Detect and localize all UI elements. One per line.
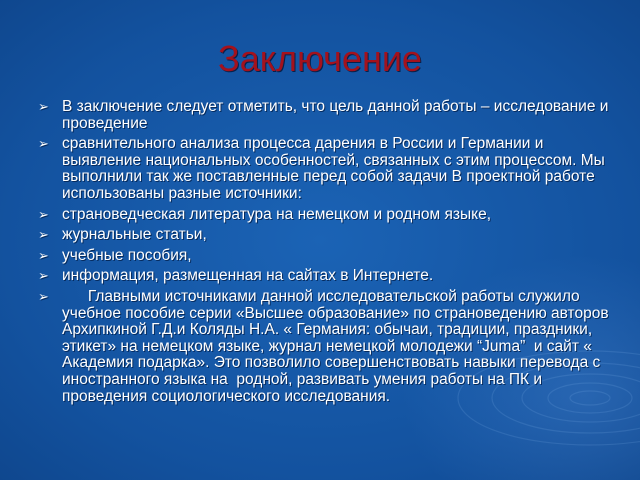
bullet-item bbox=[38, 248, 610, 265]
arrowhead-bullet-icon: ➢ bbox=[38, 206, 49, 222]
bullet-item bbox=[38, 136, 610, 202]
arrowhead-bullet-icon: ➢ bbox=[38, 268, 49, 284]
bullet-text: Главными источниками данной исследовательской работы служило учебное пособие серии «Высшее образование» по страноведению авторов Архипкиной Г.Д.и Коляды Н.А. « Германия: обычаи, традиции, праздники, этикет» на немецком языке, журнал немецкой молодежи “Juma” и сайт « Академия подарка». Это позволило совершенствовать навыки перевода с иностранного языка на родной, развивать умения работы на ПК и проведения социологического исследования. bbox=[62, 287, 613, 405]
bullet-item bbox=[38, 287, 613, 405]
bullet-text: учебные пособия, bbox=[62, 246, 192, 264]
bullet-text: сравнительного анализа процесса дарения в России и Германии и выявление национальных особенностей, связанных с этим процессом. Мы выполнили так же поставленные перед собой задачи В проектной работе использованы разные источники: bbox=[62, 135, 605, 202]
bullet-text: страноведческая литература на немецком и родном языке, bbox=[62, 205, 492, 223]
arrowhead-bullet-icon: ➢ bbox=[38, 227, 49, 243]
arrowhead-bullet-icon: ➢ bbox=[38, 288, 49, 304]
slide-title: Заключение bbox=[218, 38, 422, 79]
bullet-item bbox=[38, 227, 610, 244]
bullet-list bbox=[38, 98, 613, 409]
bullet-item bbox=[38, 268, 610, 285]
arrowhead-bullet-icon: ➢ bbox=[38, 99, 49, 114]
arrowhead-bullet-icon: ➢ bbox=[38, 136, 49, 152]
bullet-text: В заключение следует отметить, что цель данной работы – исследование и проведение bbox=[62, 98, 609, 132]
arrowhead-bullet-icon: ➢ bbox=[38, 247, 49, 263]
bullet-item bbox=[38, 99, 610, 132]
bullet-text: журнальные статьи, bbox=[62, 226, 207, 244]
bullet-item bbox=[38, 207, 610, 224]
bullet-text: информация, размещенная на сайтах в Интернете. bbox=[62, 267, 434, 285]
